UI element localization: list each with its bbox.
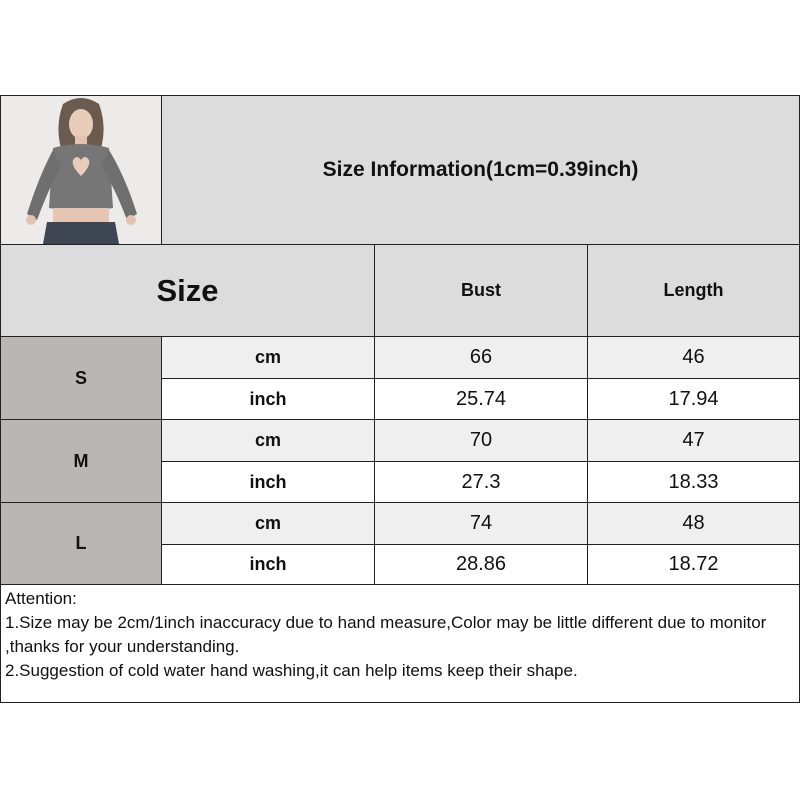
bust-value: 70	[469, 429, 493, 451]
value-cell	[587, 336, 800, 379]
value-cell	[374, 336, 588, 379]
unit-label: inch	[249, 472, 287, 492]
notes-line-1: 1.Size may be 2cm/1inch inaccuracy due to hand measure,Color may be little different due to monitor ,thanks for your understanding.	[5, 613, 767, 656]
model-wearing-grey-long-sleeve-crop-top-icon	[1, 96, 161, 244]
length-value: 48	[682, 512, 705, 534]
bust-value: 25.74	[455, 388, 507, 410]
length-value: 47	[682, 429, 705, 451]
unit-label: cm	[254, 430, 281, 450]
bust-value: 74	[469, 512, 493, 534]
bust-value: 27.3	[461, 471, 501, 493]
column-header-length	[587, 244, 800, 337]
unit-cell-l-cm	[161, 502, 375, 545]
length-value: 18.33	[668, 471, 719, 493]
unit-cell-m-inch	[161, 461, 375, 504]
size-info-title-cell	[161, 95, 800, 245]
value-cell	[374, 461, 588, 504]
value-cell	[374, 419, 588, 462]
column-header-length-label: Length	[663, 280, 724, 300]
size-label-m: M	[73, 450, 89, 471]
size-header-cell	[0, 244, 375, 337]
value-cell	[374, 502, 588, 545]
length-value: 17.94	[668, 388, 719, 410]
column-header-bust	[374, 244, 588, 337]
size-cell-l	[0, 502, 162, 585]
value-cell	[587, 502, 800, 545]
unit-label: inch	[249, 554, 287, 574]
unit-cell-m-cm	[161, 419, 375, 462]
value-cell	[374, 544, 588, 585]
notes-line-2: 2.Suggestion of cold water hand washing,it can help items keep their shape.	[5, 661, 578, 680]
unit-label: cm	[254, 513, 281, 533]
unit-label: inch	[249, 389, 287, 409]
product-photo	[0, 95, 162, 245]
value-cell	[587, 378, 800, 421]
length-value: 46	[682, 346, 705, 368]
unit-label: cm	[254, 347, 281, 367]
value-cell	[587, 419, 800, 462]
size-label-s: S	[74, 367, 87, 388]
value-cell	[587, 461, 800, 504]
size-header-label: Size	[156, 272, 219, 308]
page-title: Size Information(1cm=0.39inch)	[322, 158, 639, 181]
unit-cell-s-cm	[161, 336, 375, 379]
size-cell-m	[0, 419, 162, 503]
column-header-bust-label: Bust	[461, 280, 501, 300]
attention-notes	[0, 584, 800, 703]
size-cell-s	[0, 336, 162, 420]
value-cell	[374, 378, 588, 421]
bust-value: 28.86	[455, 553, 507, 575]
length-value: 18.72	[668, 553, 719, 575]
value-cell	[587, 544, 800, 585]
unit-cell-s-inch	[161, 378, 375, 421]
unit-cell-l-inch	[161, 544, 375, 585]
bust-value: 66	[469, 346, 493, 368]
size-label-l: L	[75, 533, 87, 553]
notes-heading: Attention:	[5, 589, 77, 608]
